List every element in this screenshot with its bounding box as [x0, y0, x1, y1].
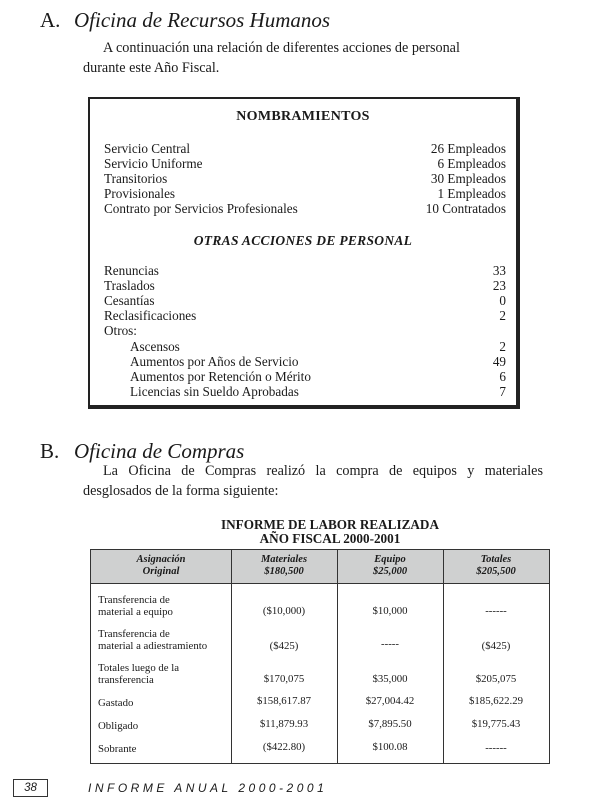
row-label: Sobrante — [98, 743, 137, 755]
action-value: 49 — [492, 354, 506, 369]
section-b-intro-line2: desglosados de la forma siguiente: — [83, 483, 279, 499]
action-row — [104, 384, 506, 399]
table-header — [91, 550, 549, 584]
action-label: Reclasificaciones — [104, 308, 197, 323]
action-row — [104, 369, 506, 384]
action-value: 7 — [499, 384, 506, 399]
section-a-title: Oficina de Recursos Humanos — [74, 8, 331, 32]
appointment-label: Provisionales — [104, 186, 176, 201]
cell-equipo: $100.08 — [372, 741, 408, 753]
cell-materiales: ($10,000) — [262, 605, 306, 617]
cell-materiales: ($425) — [269, 640, 299, 652]
cell-equipo: $35,000 — [372, 673, 408, 685]
section-a-intro-line2: durante este Año Fiscal. — [83, 60, 220, 76]
appointment-value: 26 Empleados — [430, 141, 506, 156]
appointments-box — [88, 97, 520, 409]
cell-totales: ------ — [485, 605, 507, 617]
table-title-line1: INFORME DE LABOR REALIZADA — [221, 517, 439, 532]
cell-totales: $185,622.29 — [469, 695, 523, 707]
cell-materiales: $170,075 — [263, 673, 305, 685]
action-label: Renuncias — [104, 263, 159, 278]
appointment-row — [104, 141, 506, 156]
cell-totales: ------ — [485, 742, 507, 754]
action-value: 6 — [499, 369, 506, 384]
row-label: Obligado — [98, 720, 139, 732]
action-label: Aumentos por Retención o Mérito — [130, 369, 311, 384]
cell-equipo: $7,895.50 — [368, 718, 412, 730]
action-value: 33 — [492, 263, 506, 278]
section-b-letter: B. — [40, 439, 60, 463]
action-value: 2 — [499, 308, 506, 323]
column-divider — [443, 550, 444, 763]
column-divider — [337, 550, 338, 763]
appointment-value: 1 Empleados — [437, 186, 506, 201]
appointments-title: NOMBRAMIENTOS — [236, 109, 370, 124]
appointment-value: 10 Contratados — [425, 201, 506, 216]
action-label: Licencias sin Sueldo Aprobadas — [130, 384, 299, 399]
section-a-letter: A. — [40, 8, 61, 32]
section-a-heading — [40, 8, 330, 33]
other-actions-title: OTRAS ACCIONES DE PERSONAL — [193, 233, 413, 248]
action-row — [104, 354, 506, 369]
action-row — [104, 323, 506, 338]
page-number: 38 — [13, 779, 48, 797]
cell-materiales: $158,617.87 — [257, 695, 311, 707]
header-cell: Asignación Original — [136, 554, 186, 577]
cell-totales: $205,075 — [475, 673, 517, 685]
appointment-label: Servicio Central — [104, 141, 191, 156]
cell-materiales: $11,879.93 — [259, 718, 309, 730]
appointment-row — [104, 201, 506, 216]
appointment-value: 6 Empleados — [437, 156, 506, 171]
footer-title: INFORME ANUAL 2000-2001 — [88, 781, 328, 795]
cell-materiales: ($422.80) — [262, 741, 306, 753]
action-label: Cesantías — [104, 293, 155, 308]
row-label: Transferencia de material a equipo — [98, 594, 173, 618]
appointment-label: Contrato por Servicios Profesionales — [104, 201, 298, 216]
section-b-intro-line1: La Oficina de Compras realizó la compra de equipos y materiales — [103, 463, 543, 479]
appointment-row — [104, 171, 506, 186]
cell-equipo: $27,004.42 — [365, 695, 415, 707]
header-cell: Totales $205,500 — [476, 554, 516, 577]
appointment-row — [104, 156, 506, 171]
action-row — [104, 339, 506, 354]
cell-equipo: ----- — [381, 638, 399, 650]
action-label: Traslados — [104, 278, 155, 293]
purchases-table — [90, 549, 550, 764]
action-row — [104, 278, 506, 293]
cell-totales: ($425) — [481, 640, 511, 652]
section-a-intro-line1: A continuación una relación de diferentes acciones de personal — [103, 40, 460, 56]
appointment-row — [104, 186, 506, 201]
header-cell: Equipo $25,000 — [372, 554, 408, 577]
cell-equipo: $10,000 — [372, 605, 408, 617]
row-label: Totales luego de la transferencia — [98, 662, 180, 686]
section-a-intro — [83, 38, 539, 78]
section-b-intro — [83, 461, 543, 501]
column-divider — [231, 550, 232, 763]
action-label: Ascensos — [130, 339, 180, 354]
action-row — [104, 308, 506, 323]
action-value: 23 — [492, 278, 506, 293]
appointment-value: 30 Empleados — [430, 171, 506, 186]
action-value: 0 — [499, 293, 506, 308]
action-row — [104, 293, 506, 308]
appointment-label: Transitorios — [104, 171, 168, 186]
action-label: Otros: — [104, 323, 137, 338]
row-label: Transferencia de material a adiestramiento — [98, 628, 208, 652]
cell-totales: $19,775.43 — [471, 718, 521, 730]
action-value: 2 — [499, 339, 506, 354]
row-label: Gastado — [98, 697, 134, 709]
appointment-label: Servicio Uniforme — [104, 156, 203, 171]
action-row — [104, 263, 506, 278]
table-title-line2: AÑO FISCAL 2000-2001 — [259, 531, 401, 546]
header-cell: Materiales $180,500 — [260, 554, 308, 577]
action-label: Aumentos por Años de Servicio — [130, 354, 299, 369]
section-b-title: Oficina de Compras — [74, 439, 245, 463]
